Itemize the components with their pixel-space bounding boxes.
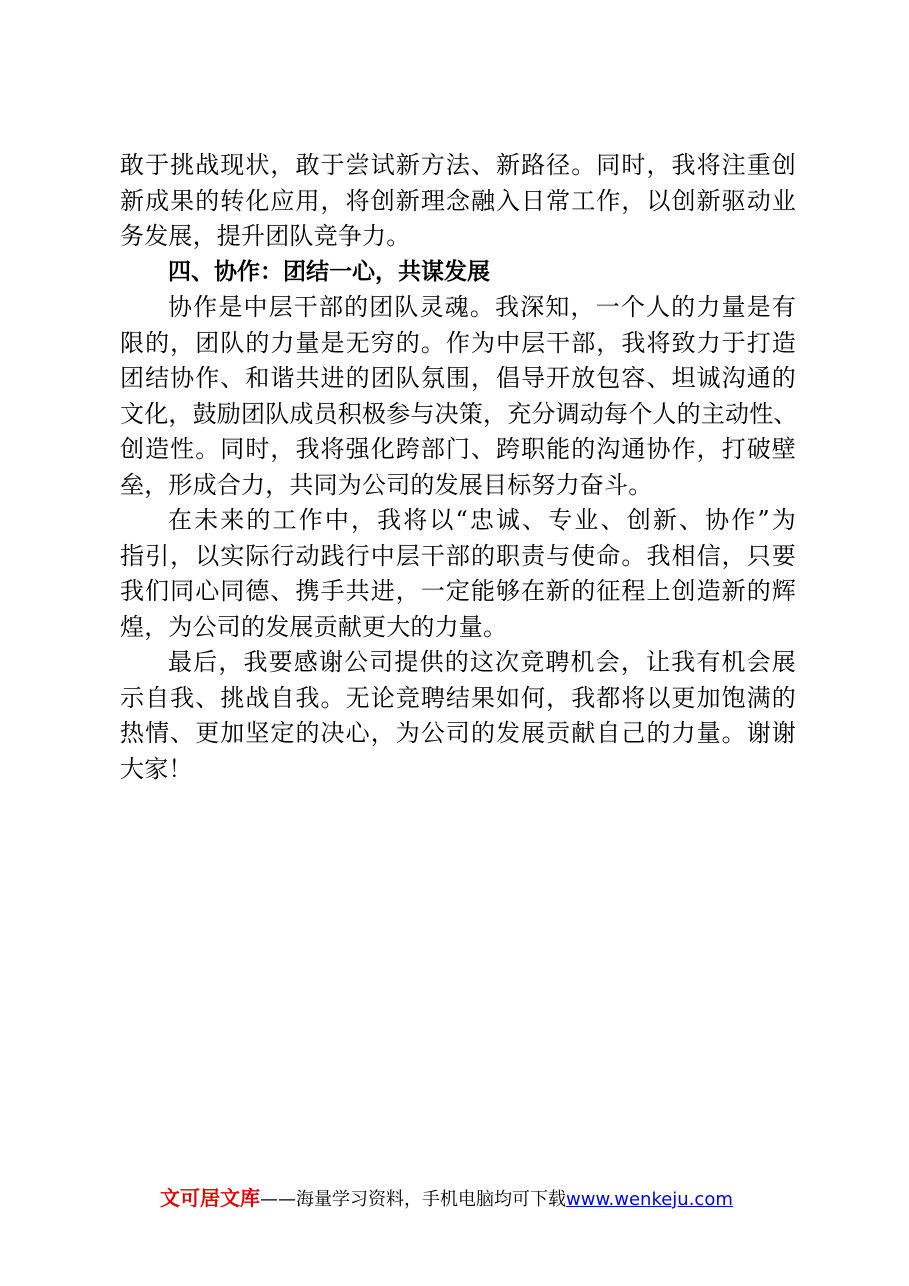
document-body bbox=[120, 148, 796, 787]
text-line: 最后，我要感谢公司提供的这次竞聘机会，让我有机会展 bbox=[168, 648, 796, 676]
text-line: 垒，形成合力，共同为公司的发展目标努力奋斗。 bbox=[120, 470, 653, 499]
section-heading-text: 四、协作：团结一心，共谋发展 bbox=[168, 258, 490, 285]
paragraph bbox=[120, 645, 796, 787]
text-line: 团结协作、和谐共进的团队氛围，倡导开放包容、坦诚沟通的 bbox=[120, 364, 796, 392]
text-line: 文化，鼓励团队成员积极参与决策，充分调动每个人的主动性、 bbox=[120, 399, 798, 428]
text-line: 协作是中层干部的团队灵魂。我深知，一个人的力量是有 bbox=[168, 293, 796, 321]
text-line: 新成果的转化应用，将创新理念融入日常工作，以创新驱动业 bbox=[120, 186, 796, 215]
text-line: 示自我、挑战自我。无论竞聘结果如何，我都将以更加饱满的 bbox=[120, 683, 796, 712]
text-line: 煌，为公司的发展贡献更大的力量。 bbox=[120, 612, 508, 641]
brand-name: 文可居文库 bbox=[160, 1186, 260, 1210]
text-line: 敢于挑战现状，敢于尝试新方法、新路径。同时，我将注重创 bbox=[120, 151, 796, 179]
text-line: 指引，以实际行动践行中层干部的职责与使命。我相信，只要 bbox=[120, 541, 796, 570]
text-line: 热情、更加坚定的决心，为公司的发展贡献自己的力量。谢谢 bbox=[120, 719, 796, 747]
page-footer bbox=[160, 1183, 800, 1213]
paragraph bbox=[120, 503, 796, 645]
website-link[interactable]: www.wenkeju.com bbox=[566, 1189, 733, 1210]
text-line: 限的，团队的力量是无穷的。作为中层干部，我将致力于打造 bbox=[120, 328, 796, 357]
footer-tagline: ——海量学习资料，手机电脑均可下载 bbox=[260, 1189, 566, 1210]
section-heading bbox=[120, 255, 796, 291]
text-line: 大家！ bbox=[120, 754, 193, 783]
text-line: 创造性。同时，我将强化跨部门、跨职能的沟通协作，打破壁 bbox=[120, 435, 796, 463]
text-line: 在未来的工作中，我将以“忠诚、专业、创新、协作”为 bbox=[168, 506, 796, 534]
text-line: 务发展，提升团队竞争力。 bbox=[120, 222, 411, 250]
paragraph bbox=[120, 290, 796, 503]
text-line: 我们同心同德、携手共进，一定能够在新的征程上创造新的辉 bbox=[120, 577, 796, 605]
paragraph bbox=[120, 148, 796, 255]
